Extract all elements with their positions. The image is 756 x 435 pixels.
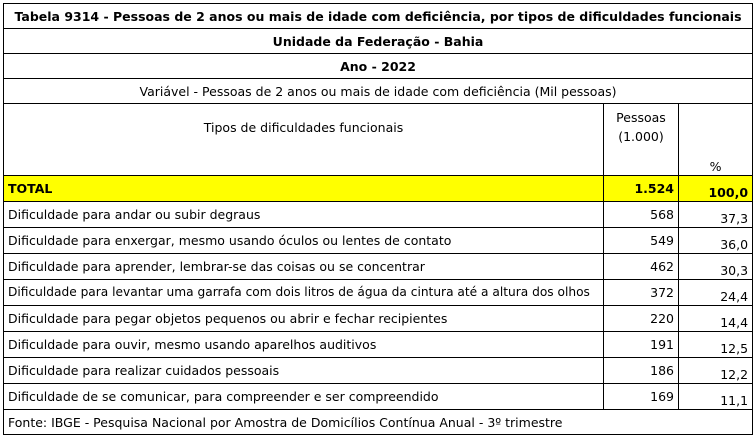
row-people: 568 — [604, 202, 679, 228]
source-footer: Fonte: IBGE - Pesquisa Nacional por Amostra de Domicílios Contínua Anual - 3º trimestre — [4, 410, 753, 435]
total-row — [4, 176, 753, 202]
row-pct: 12,5 — [679, 332, 753, 358]
row-pct: 12,2 — [679, 358, 753, 384]
row-label: Dificuldade para realizar cuidados pessoais — [4, 358, 604, 384]
table-row — [4, 228, 753, 254]
row-label: Dificuldade para aprender, lembrar-se das coisas ou se concentrar — [4, 254, 604, 280]
total-pct: 100,0 — [679, 176, 753, 202]
table-row — [4, 332, 753, 358]
table-row — [4, 306, 753, 332]
row-people: 549 — [604, 228, 679, 254]
variable-row: Variável - Pessoas de 2 anos ou mais de idade com deficiência (Mil pessoas) — [4, 79, 753, 104]
column-header-people — [604, 104, 679, 176]
row-pct: 30,3 — [679, 254, 753, 280]
unit-row: Unidade da Federação - Bahia — [4, 29, 753, 54]
table-row — [4, 254, 753, 280]
row-people: 191 — [604, 332, 679, 358]
table-row — [4, 358, 753, 384]
row-pct: 14,4 — [679, 306, 753, 332]
row-label: Dificuldade para andar ou subir degraus — [4, 202, 604, 228]
row-label: Dificuldade para enxergar, mesmo usando óculos ou lentes de contato — [4, 228, 604, 254]
row-pct: 37,3 — [679, 202, 753, 228]
row-people: 186 — [604, 358, 679, 384]
column-header-pct: % — [679, 104, 753, 176]
row-people: 372 — [604, 280, 679, 306]
row-label: Dificuldade para ouvir, mesmo usando aparelhos auditivos — [4, 332, 604, 358]
row-pct: 24,4 — [679, 280, 753, 306]
total-label: TOTAL — [4, 176, 604, 202]
data-table — [3, 3, 753, 435]
total-people: 1.524 — [604, 176, 679, 202]
row-label: Dificuldade para pegar objetos pequenos ou abrir e fechar recipientes — [4, 306, 604, 332]
row-people: 220 — [604, 306, 679, 332]
row-people: 462 — [604, 254, 679, 280]
table-row — [4, 202, 753, 228]
row-pct: 36,0 — [679, 228, 753, 254]
row-label: Dificuldade para levantar uma garrafa com dois litros de água da cintura até a altura dos olhos — [4, 280, 604, 306]
row-people: 169 — [604, 384, 679, 410]
row-pct: 11,1 — [679, 384, 753, 410]
column-header-people-line1: Pessoas — [616, 110, 666, 125]
table-row — [4, 280, 753, 306]
year-row: Ano - 2022 — [4, 54, 753, 79]
column-header-type: Tipos de dificuldades funcionais — [4, 104, 604, 176]
table-title: Tabela 9314 - Pessoas de 2 anos ou mais de idade com deficiência, por tipos de dificuldades funcionais — [4, 4, 753, 29]
row-label: Dificuldade de se comunicar, para compreender e ser compreendido — [4, 384, 604, 410]
table-row — [4, 384, 753, 410]
column-header-people-line2: (1.000) — [618, 129, 664, 144]
